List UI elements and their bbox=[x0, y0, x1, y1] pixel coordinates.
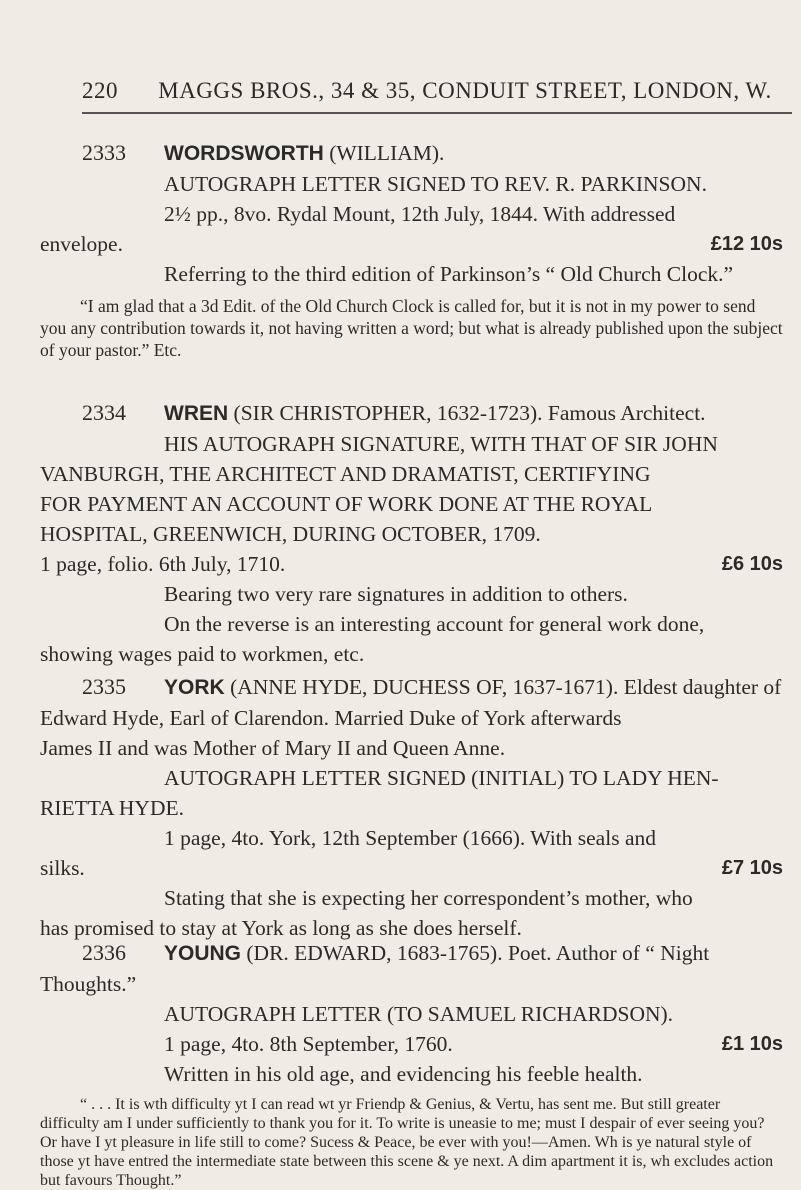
entry-description: FOR PAYMENT AN ACCOUNT OF WORK DONE AT THE ROYAL bbox=[40, 492, 653, 516]
entry-note: Written in his old age, and evidencing his feeble health. bbox=[164, 1062, 643, 1086]
entry-description: HIS AUTOGRAPH SIGNATURE, WITH THAT OF SIR JOHN bbox=[164, 432, 718, 456]
price: £1 10s bbox=[721, 1033, 783, 1055]
entry-heading: (DR. EDWARD, 1683-1765). Poet. Author of “ Night bbox=[246, 941, 710, 965]
entry-note: has promised to stay at York as long as she does herself. bbox=[40, 916, 522, 940]
entry-note: Bearing two very rare signatures in addition to others. bbox=[164, 582, 628, 606]
entry-quote: “ . . . It is wth difficulty yt I can read wt yr Friendp & Genius, & Vertu, has sent me. But still greater difficulty am I under sufficiently to thank you for it. To write is uneasie to me; must I despair of ever seeing you? Or have I yt pleasure in life still to come? Sucess & Peace, be ever with you!—Amen. Wh is ye natural style of those yt have entred the intermediate state between this scene & ye next. A dim apartment it is, wh excludes action but favours Thought.” bbox=[40, 1096, 774, 1189]
entry-description: 1 page, 4to. 8th September, 1760. bbox=[164, 1032, 453, 1056]
header-rule bbox=[82, 112, 792, 114]
entry-heading: James II and was Mother of Mary II and Queen Anne. bbox=[40, 736, 506, 760]
entry-description: 2½ pp., 8vo. Rydal Mount, 12th July, 1844. With addressed bbox=[164, 202, 676, 226]
entry-heading: (ANNE HYDE, DUCHESS OF, 1637-1671). Eldest daughter of bbox=[230, 675, 782, 699]
entry-description: 1 page, 4to. York, 12th September (1666). With seals and bbox=[164, 826, 656, 850]
lot-number: 2336 bbox=[82, 940, 126, 965]
entry-heading: Thoughts.” bbox=[40, 972, 137, 996]
entry-description: 1 page, folio. 6th July, 1710. bbox=[40, 552, 286, 576]
entry-name: WORDSWORTH bbox=[164, 142, 324, 165]
entry-description: AUTOGRAPH LETTER SIGNED TO REV. R. PARKINSON. bbox=[164, 172, 707, 196]
entry-description: VANBURGH, THE ARCHITECT AND DRAMATIST, CERTIFYING bbox=[40, 462, 651, 486]
entry-description: envelope. bbox=[40, 232, 123, 256]
entry-note: Referring to the third edition of Parkinson’s “ Old Church Clock.” bbox=[164, 262, 734, 286]
entry-note: Stating that she is expecting her correspondent’s mother, who bbox=[164, 886, 693, 910]
entry-description: AUTOGRAPH LETTER (TO SAMUEL RICHARDSON). bbox=[164, 1002, 674, 1026]
entry-name: WREN bbox=[164, 402, 229, 425]
entry-description: HOSPITAL, GREENWICH, DURING OCTOBER, 1709. bbox=[40, 522, 541, 546]
running-title: MAGGS BROS., 34 & 35, CONDUIT STREET, LONDON, W. bbox=[158, 78, 772, 103]
entry-description: silks. bbox=[40, 856, 85, 880]
entry-description: AUTOGRAPH LETTER SIGNED (INITIAL) TO LADY HEN- bbox=[164, 766, 719, 790]
price: £7 10s bbox=[721, 857, 783, 879]
entry-quote: “I am glad that a 3d Edit. of the Old Church Clock is called for, but it is not in my power to send you any contribution towards it, not having written a word; but what is already published upon the subject of your pastor.” Etc. bbox=[40, 296, 783, 360]
entry-heading: (WILLIAM). bbox=[329, 141, 445, 165]
entry-name: YORK bbox=[164, 676, 225, 699]
entry-note: On the reverse is an interesting account for general work done, bbox=[164, 612, 705, 636]
entry-note: showing wages paid to workmen, etc. bbox=[40, 642, 365, 666]
lot-number: 2334 bbox=[82, 400, 126, 425]
entry-description: RIETTA HYDE. bbox=[40, 796, 184, 820]
lot-number: 2335 bbox=[82, 674, 126, 699]
price: £12 10s bbox=[710, 233, 783, 255]
page-number: 220 bbox=[82, 78, 118, 103]
lot-number: 2333 bbox=[82, 140, 126, 165]
entry-heading: (SIR CHRISTOPHER, 1632-1723). Famous Architect. bbox=[233, 401, 706, 425]
page-header bbox=[82, 78, 782, 104]
entry-heading: Edward Hyde, Earl of Clarendon. Married Duke of York afterwards bbox=[40, 706, 622, 730]
entry-name: YOUNG bbox=[164, 942, 242, 965]
price: £6 10s bbox=[721, 553, 783, 575]
